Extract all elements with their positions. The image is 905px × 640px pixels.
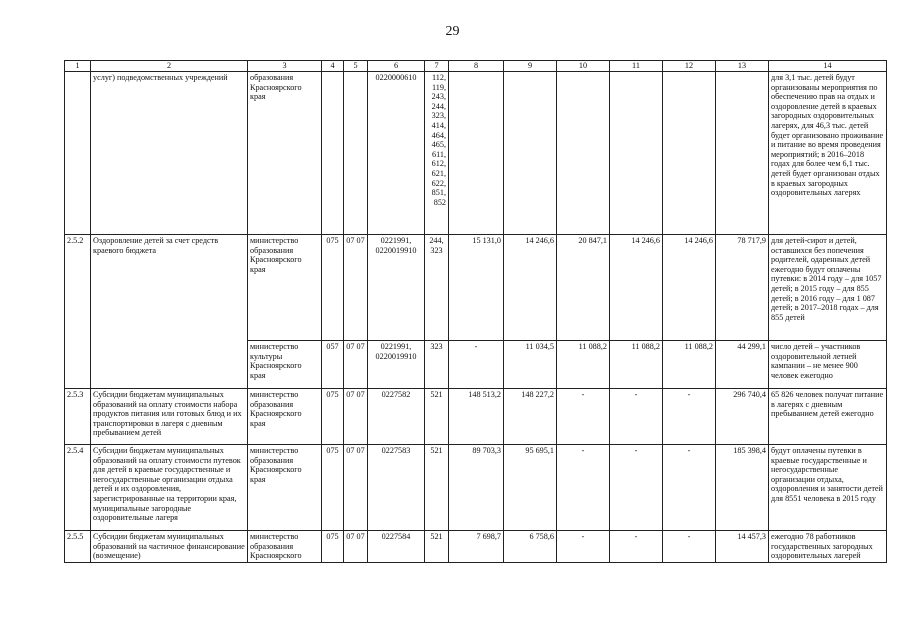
kcsr-code: 0221991, 0220019910 [368,341,425,389]
value-2014 [449,72,504,235]
table-row [65,445,887,531]
value-2017 [610,72,663,235]
value-2015: 148 227,2 [504,389,557,445]
item-executor: образования Красноярского края [248,72,322,235]
program-table [64,60,887,563]
value-2016: - [557,389,610,445]
value-total: 44 299,1 [716,341,769,389]
value-2016: - [557,531,610,563]
value-2018: 14 246,6 [663,235,716,341]
value-2015: 14 246,6 [504,235,557,341]
item-number: 2.5.5 [65,531,91,563]
item-executor: министерство образования Красноярского края [248,389,322,445]
value-2018: - [663,389,716,445]
value-2014: - [449,341,504,389]
value-2016: 11 088,2 [557,341,610,389]
value-2014: 148 513,2 [449,389,504,445]
expected-result: будут оплачены путевки в краевые государственные и негосударственные организации отдыха, оздоровления и занятости детей для 8551 человека в 2015 году [769,445,887,531]
value-2014: 89 703,3 [449,445,504,531]
header-cell: 10 [557,61,610,72]
header-cell: 2 [91,61,248,72]
value-2017: 14 246,6 [610,235,663,341]
kcsr-code: 0227582 [368,389,425,445]
value-2016 [557,72,610,235]
value-2016: 20 847,1 [557,235,610,341]
header-cell: 11 [610,61,663,72]
header-row [65,61,887,72]
expected-result: ежегодно 78 работников государственных загородных оздоровительных лагерей [769,531,887,563]
grbs-code: 075 [322,445,344,531]
kvr-code: 521 [425,389,449,445]
section-code: 07 07 [344,235,368,341]
header-cell: 3 [248,61,322,72]
expected-result: 65 826 человек получат питание в лагерях с дневным пребыванием детей ежегодно [769,389,887,445]
item-executor: министерство культуры Красноярского края [248,341,322,389]
item-number: 2.5.4 [65,445,91,531]
value-2018: - [663,445,716,531]
kcsr-code: 0227583 [368,445,425,531]
grbs-code: 057 [322,341,344,389]
value-2015 [504,72,557,235]
item-name: Субсидии бюджетам муниципальных образований на оплату стоимости путевок для детей в краевые государственные и негосударственные организации отдыха детей и их оздоровления, зарегистрированные на территории края, муниципальные загородные оздоровительные лагеря [91,445,248,531]
value-2017: - [610,389,663,445]
value-total: 185 398,4 [716,445,769,531]
header-cell: 1 [65,61,91,72]
value-2018: - [663,531,716,563]
value-2018: 11 088,2 [663,341,716,389]
table-row [65,72,887,235]
kvr-code: 521 [425,531,449,563]
value-2017: - [610,445,663,531]
value-2016: - [557,445,610,531]
value-2018 [663,72,716,235]
expected-result: для детей-сирот и детей, оставшихся без попечения родителей, одаренных детей ежегодно будут оплачены путевки: в 2014 году – для 1057 детей; в 2015 году – для 855 детей; в 2016 году – для 1 087 детей; в 2017–2018 годах – для 855 детей [769,235,887,341]
section-code: 07 07 [344,531,368,563]
kvr-code [425,72,449,235]
item-name: Субсидии бюджетам муниципальных образований на частичное финансирование (возмещение) [91,531,248,563]
header-cell: 4 [322,61,344,72]
item-executor: министерство образования Красноярского края [248,445,322,531]
section-code [344,72,368,235]
item-number: 2.5.2 [65,235,91,389]
value-total: 14 457,3 [716,531,769,563]
value-2014: 7 698,7 [449,531,504,563]
section-code: 07 07 [344,341,368,389]
table-row [65,389,887,445]
item-name: услуг) подведомственных учреждений [91,72,248,235]
value-2015: 11 034,5 [504,341,557,389]
header-cell: 6 [368,61,425,72]
value-2017: - [610,531,663,563]
header-cell: 8 [449,61,504,72]
value-2015: 6 758,6 [504,531,557,563]
grbs-code: 075 [322,531,344,563]
item-executor: министерство образования Красноярского края [248,235,322,341]
section-code: 07 07 [344,445,368,531]
item-name: Оздоровление детей за счет средств краевого бюджета [91,235,248,389]
item-number: 2.5.3 [65,389,91,445]
kvr-code: 521 [425,445,449,531]
header-cell: 14 [769,61,887,72]
kvr-code: 244, 323 [425,235,449,341]
header-cell: 5 [344,61,368,72]
item-executor: министерство образования Красноярского [248,531,322,563]
grbs-code [322,72,344,235]
header-cell: 13 [716,61,769,72]
expected-result: число детей – участников оздоровительной летней кампании – не менее 900 человек ежегодно [769,341,887,389]
grbs-code: 075 [322,389,344,445]
expected-result: для 3,1 тыс. детей будут организованы мероприятия по обеспечению прав на отдых и оздоровление детей в краевых загородных оздоровительных лагерях, для 46,3 тыс. детей будет организовано проживание и питание во время проведения мероприятий; в 2016–2018 годах для более чем 6,1 тыс. детей будет организован отдых в краевых загородных оздоровительных лагерях [769,72,887,235]
kvr-code: 323 [425,341,449,389]
section-code: 07 07 [344,389,368,445]
value-total: 296 740,4 [716,389,769,445]
kcsr-code: 0220000610 [368,72,425,235]
value-2014: 15 131,0 [449,235,504,341]
value-total [716,72,769,235]
value-total: 78 717,9 [716,235,769,341]
grbs-code: 075 [322,235,344,341]
header-cell: 9 [504,61,557,72]
item-number [65,72,91,235]
kcsr-code: 0227584 [368,531,425,563]
header-cell: 7 [425,61,449,72]
value-2015: 95 695,1 [504,445,557,531]
value-2017: 11 088,2 [610,341,663,389]
table-row [65,531,887,563]
table-row [65,235,887,341]
kvr-code-list: 112, 119, 243, 244, 323, 414, 464, 465, 611, 612, 621, 622, 851, 852 [431,73,446,207]
item-name: Субсидии бюджетам муниципальных образований на оплату стоимости набора продуктов питания или готовых блюд и их транспортировки в лагеря с дневным пребыванием детей [91,389,248,445]
header-cell: 12 [663,61,716,72]
page-number: 29 [445,24,460,39]
kcsr-code: 0221991, 0220019910 [368,235,425,341]
